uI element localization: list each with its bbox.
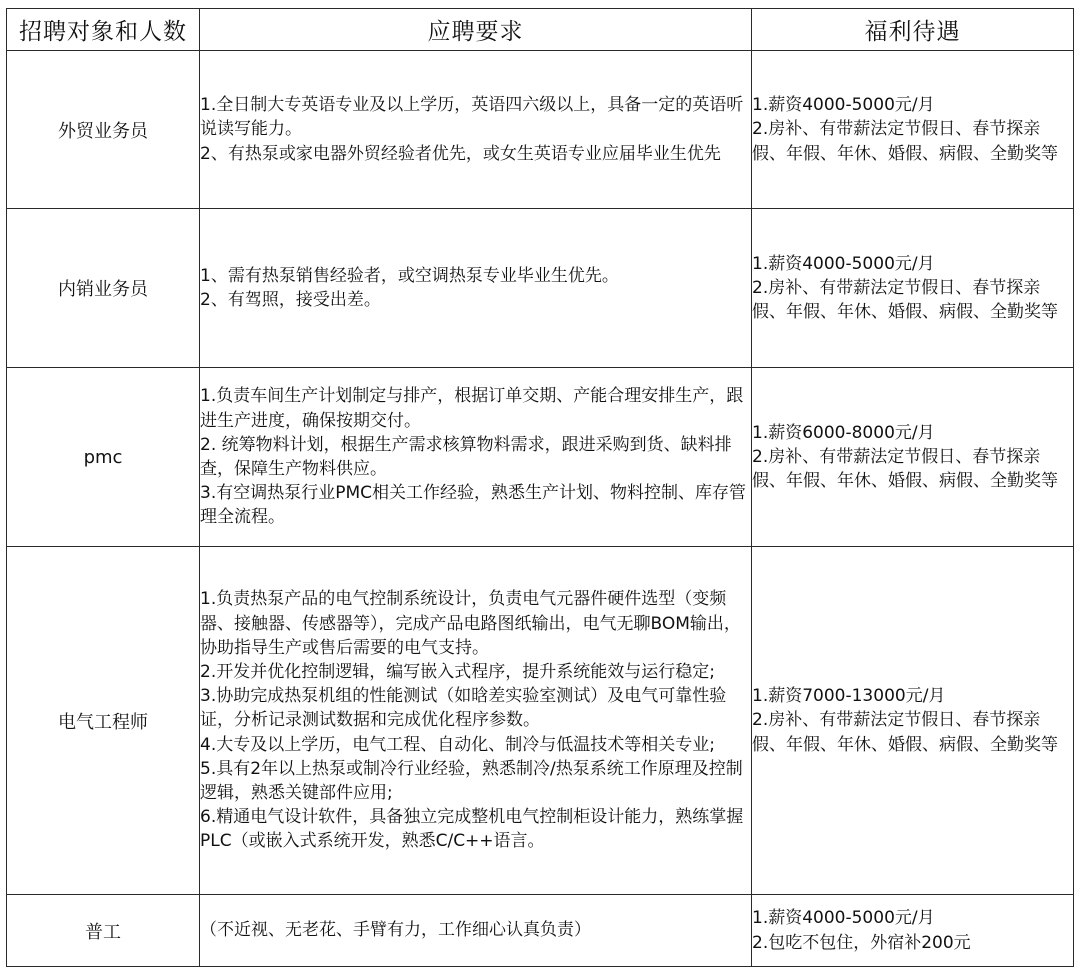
- table-row: [7, 209, 1074, 368]
- requirements-cell: [200, 895, 752, 967]
- requirement-line: 2.开发并优化控制逻辑，编写嵌入式程序，提升系统能效与运行稳定;: [200, 661, 715, 682]
- benefit-line: 1.薪资4000-5000元/月: [752, 908, 935, 929]
- benefit-line: 2.房补、有带薪法定节假日、春节探亲假、年假、年休、婚假、病假、全勤奖等: [752, 446, 1058, 492]
- header-position: 招聘对象和人数: [7, 9, 200, 51]
- position-cell: pmc: [7, 368, 200, 547]
- benefit-line: 2.房补、有带薪法定节假日、春节探亲假、年假、年休、婚假、病假、全勤奖等: [752, 277, 1058, 323]
- table-row: [7, 51, 1074, 209]
- header-benefits: 福利待遇: [752, 9, 1074, 51]
- requirement-line: 2、有热泵或家电器外贸经验者优先，或女生英语专业应届毕业生优先: [200, 143, 721, 164]
- requirement-line: 3.协助完成热泵机组的性能测试（如晗差实验室测试）及电气可靠性验证，分析记录测试数据和完成优化程序参数。: [200, 686, 727, 731]
- requirement-line: 1、需有热泵销售经验者，或空调热泵专业毕业生优先。: [200, 265, 619, 286]
- requirement-line: 4.大专及以上学历，电气工程、自动化、制冷与低温技术等相关专业;: [200, 734, 715, 755]
- requirements-cell: [200, 547, 752, 895]
- requirements-cell: [200, 368, 752, 547]
- header-requirements: 应聘要求: [200, 9, 752, 51]
- benefit-line: 1.薪资4000-5000元/月: [752, 95, 935, 116]
- table-row: [7, 368, 1074, 547]
- benefit-line: 1.薪资4000-5000元/月: [752, 253, 935, 274]
- requirement-line: 2. 统筹物料计划，根据生产需求核算物料需求，跟进采购到货、缺料排查，保障生产物料供应。: [200, 434, 732, 479]
- requirements-cell: [200, 51, 752, 209]
- position-cell: 普工: [7, 895, 200, 967]
- position-cell: 外贸业务员: [7, 51, 200, 209]
- benefit-line: 1.薪资7000-13000元/月: [752, 686, 946, 707]
- table-row: [7, 895, 1074, 967]
- table-row: [7, 547, 1074, 895]
- benefit-line: 2.房补、有带薪法定节假日、春节探亲假、年假、年休、婚假、病假、全勤奖等: [752, 119, 1058, 164]
- recruitment-table: [6, 8, 1074, 967]
- header-row: [7, 9, 1074, 51]
- requirements-cell: [200, 209, 752, 368]
- requirement-line: 1.负责车间生产计划制定与排产，根据订单交期、产能合理安排生产，跟进生产进度，确保按期交付。: [200, 386, 744, 431]
- requirement-line: 2、有驾照，接受出差。: [200, 290, 381, 310]
- benefits-cell: [752, 547, 1074, 895]
- requirement-line: 3.有空调热泵行业PMC相关工作经验，熟悉生产计划、物料控制、库存管理全流程。: [200, 483, 747, 528]
- position-cell: 电气工程师: [7, 547, 200, 895]
- benefits-cell: [752, 895, 1074, 967]
- benefits-cell: [752, 368, 1074, 547]
- benefit-line: 2.房补、有带薪法定节假日、春节探亲假、年假、年休、婚假、病假、全勤奖等: [752, 710, 1058, 755]
- benefits-cell: [752, 209, 1074, 368]
- requirement-line: 1.全日制大专英语专业及以上学历，英语四六级以上，具备一定的英语听说读写能力。: [200, 95, 744, 140]
- requirement-line: 5.具有2年以上热泵或制冷行业经验，熟悉制冷/热泵系统工作原理及控制逻辑，熟悉关键部件应用;: [200, 758, 743, 803]
- requirement-line: 1.负责热泵产品的电气控制系统设计，负责电气元器件硬件选型（变频器、接触器、传感器等），完成产品电路图纸输出，电气无聊BOM输出，协助指导生产或售后需要的电气支持。: [200, 589, 741, 658]
- requirement-line: 6.精通电气设计软件，具备独立完成整机电气控制柜设计能力，熟练掌握PLC（或嵌入式系统开发，熟悉C/C++语言。: [200, 807, 744, 852]
- requirement-line: （不近视、无老花、手臂有力，工作细心认真负责）: [200, 920, 591, 941]
- benefit-line: 1.薪资6000-8000元/月: [752, 422, 935, 443]
- benefits-cell: [752, 51, 1074, 209]
- benefit-line: 2.包吃不包住，外宿补200元: [752, 932, 971, 953]
- position-cell: 内销业务员: [7, 209, 200, 368]
